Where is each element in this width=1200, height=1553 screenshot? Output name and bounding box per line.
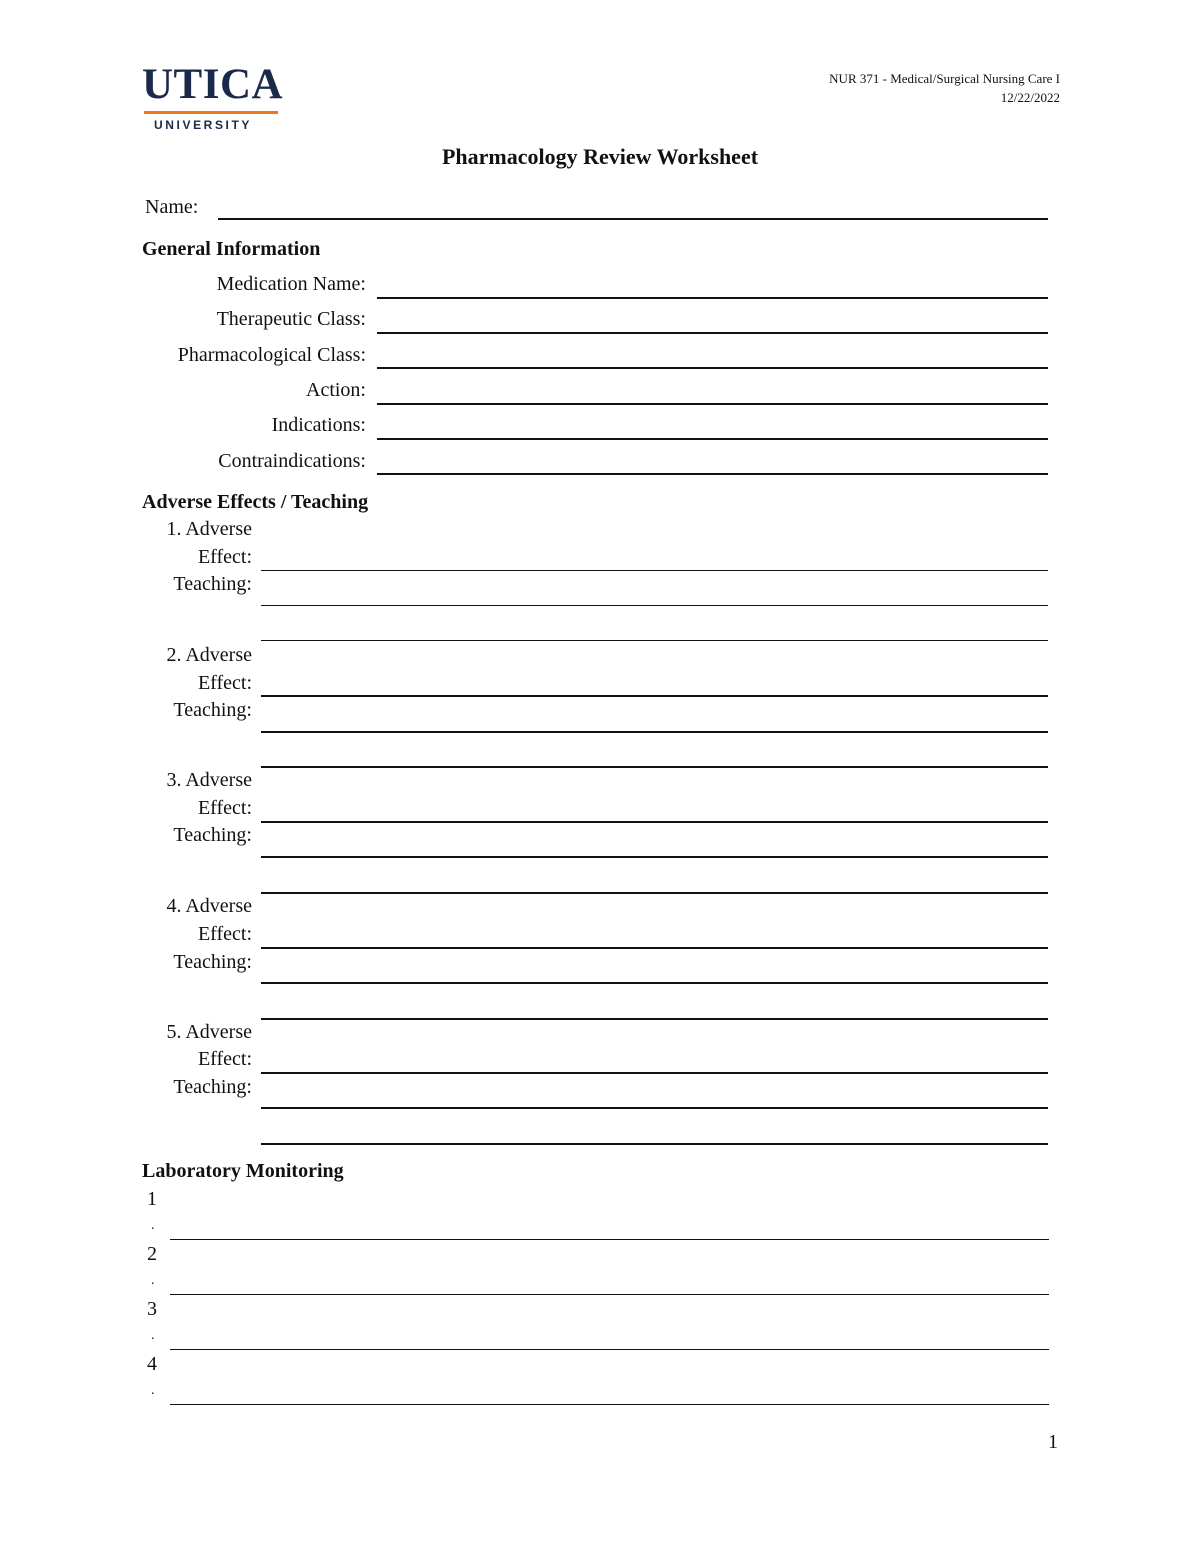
field-label: Therapeutic Class:: [216, 308, 366, 330]
field-label: Indications:: [271, 414, 366, 436]
logo-accent-rule: [144, 111, 278, 114]
adverse-effect-field[interactable]: [261, 1072, 1048, 1074]
indications-field[interactable]: [377, 438, 1048, 440]
lab-monitoring-field[interactable]: [170, 1349, 1049, 1350]
teaching-field[interactable]: [261, 731, 1048, 733]
laboratory-monitoring-heading: Laboratory Monitoring: [142, 1160, 344, 1182]
medication-name-field[interactable]: [377, 297, 1048, 299]
lab-item-dot: .: [151, 1273, 155, 1288]
adverse-effect-label: Effect:: [197, 1048, 252, 1070]
teaching-label: Teaching:: [173, 573, 252, 595]
adverse-number-label: 4. Adverse: [166, 895, 252, 917]
field-label: Contraindications:: [218, 450, 366, 472]
adverse-effect-field[interactable]: [261, 570, 1048, 571]
adverse-number-label: 5. Adverse: [166, 1021, 252, 1043]
adverse-effect-label: Effect:: [197, 672, 252, 694]
contraindications-field[interactable]: [377, 473, 1048, 475]
lab-item-dot: .: [151, 1328, 155, 1343]
teaching-field[interactable]: [261, 1018, 1048, 1020]
adverse-effect-label: Effect:: [197, 797, 252, 819]
adverse-effect-label: Effect:: [197, 546, 252, 568]
lab-monitoring-field[interactable]: [170, 1239, 1049, 1240]
general-information-heading: General Information: [142, 238, 321, 260]
teaching-label: Teaching:: [173, 699, 252, 721]
header-date: 12/22/2022: [1000, 90, 1060, 105]
teaching-label: Teaching:: [173, 824, 252, 846]
lab-item-dot: .: [151, 1218, 155, 1233]
adverse-effect-label: Effect:: [197, 923, 252, 945]
page-title: Pharmacology Review Worksheet: [441, 144, 759, 169]
teaching-field[interactable]: [261, 892, 1048, 894]
adverse-number-label: 3. Adverse: [166, 769, 252, 791]
adverse-effect-field[interactable]: [261, 695, 1048, 697]
page-number: 1: [1048, 1431, 1058, 1453]
adverse-number-label: 1. Adverse: [166, 518, 252, 540]
field-label: Medication Name:: [216, 273, 366, 295]
teaching-field[interactable]: [261, 605, 1048, 606]
therapeutic-class-field[interactable]: [377, 332, 1048, 334]
lab-item-number: 1: [147, 1188, 157, 1210]
teaching-field[interactable]: [261, 640, 1048, 641]
university-logo-text: UTICA: [142, 61, 284, 108]
teaching-label: Teaching:: [173, 1076, 252, 1098]
teaching-field[interactable]: [261, 1107, 1048, 1109]
lab-item-number: 3: [147, 1298, 157, 1320]
adverse-effect-field[interactable]: [261, 821, 1048, 823]
lab-item-number: 4: [147, 1353, 157, 1375]
course-header: NUR 371 - Medical/Surgical Nursing Care I: [829, 71, 1060, 86]
teaching-field[interactable]: [261, 1143, 1048, 1145]
field-label: Pharmacological Class:: [177, 344, 366, 366]
name-label: Name:: [145, 196, 199, 218]
lab-item-number: 2: [147, 1243, 157, 1265]
teaching-field[interactable]: [261, 856, 1048, 858]
teaching-field[interactable]: [261, 766, 1048, 768]
field-label: Action:: [306, 379, 366, 401]
pharmacological-class-field[interactable]: [377, 367, 1048, 369]
teaching-field[interactable]: [261, 982, 1048, 984]
lab-item-dot: .: [151, 1383, 155, 1398]
lab-monitoring-field[interactable]: [170, 1404, 1049, 1405]
name-field[interactable]: [218, 218, 1048, 220]
teaching-label: Teaching:: [173, 951, 252, 973]
action-field[interactable]: [377, 403, 1048, 405]
university-logo-subtitle: UNIVERSITY: [154, 118, 253, 132]
adverse-effects-heading: Adverse Effects / Teaching: [142, 491, 369, 513]
adverse-number-label: 2. Adverse: [166, 644, 252, 666]
adverse-effect-field[interactable]: [261, 947, 1048, 949]
lab-monitoring-field[interactable]: [170, 1294, 1049, 1295]
